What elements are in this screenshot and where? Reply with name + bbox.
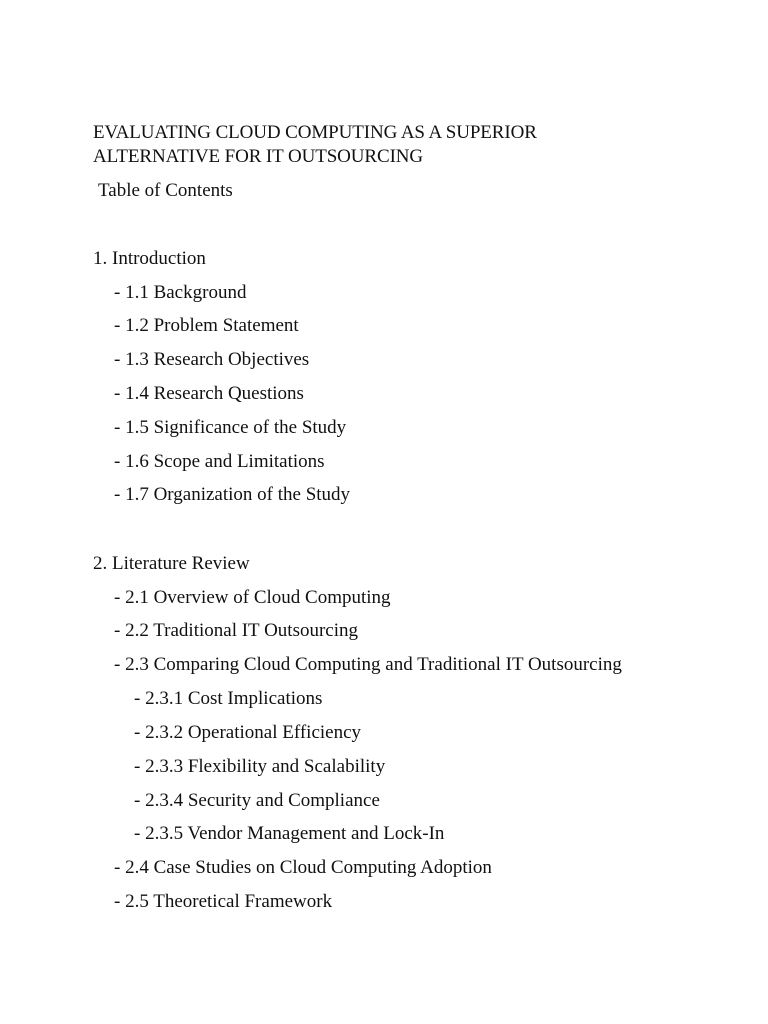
toc-subsection-1-6: - 1.6 Scope and Limitations [114,451,325,472]
toc-subsection-2-3-2: - 2.3.2 Operational Efficiency [134,722,362,743]
toc-subsection-2-3-3: - 2.3.3 Flexibility and Scalability [134,756,386,777]
title-line-1: EVALUATING CLOUD COMPUTING AS A SUPERIOR [93,122,537,143]
toc-subsection-1-4: - 1.4 Research Questions [114,383,304,404]
toc-subsection-2-3-4: - 2.3.4 Security and Compliance [134,790,380,811]
toc-subsection-2-4: - 2.4 Case Studies on Cloud Computing Adoption [114,857,492,878]
toc-heading: Table of Contents [98,180,233,201]
toc-subsection-1-5: - 1.5 Significance of the Study [114,417,347,438]
toc-subsection-1-3: - 1.3 Research Objectives [114,349,310,370]
toc-subsection-2-3-1: - 2.3.1 Cost Implications [134,688,323,709]
toc-subsection-2-2: - 2.2 Traditional IT Outsourcing [114,620,359,641]
toc-subsection-2-3: - 2.3 Comparing Cloud Computing and Traditional IT Outsourcing [114,654,622,675]
toc-subsection-2-1: - 2.1 Overview of Cloud Computing [114,587,391,608]
toc-subsection-1-1: - 1.1 Background [114,282,247,303]
toc-section-2: 2. Literature Review [93,553,250,574]
toc-subsection-2-5: - 2.5 Theoretical Framework [114,891,333,912]
document-title [93,121,537,169]
toc-section-1: 1. Introduction [93,248,206,269]
title-line-2: ALTERNATIVE FOR IT OUTSOURCING [93,146,424,167]
toc-subsection-1-7: - 1.7 Organization of the Study [114,484,351,505]
toc-subsection-1-2: - 1.2 Problem Statement [114,315,299,336]
toc-subsection-2-3-5: - 2.3.5 Vendor Management and Lock-In [134,823,445,844]
